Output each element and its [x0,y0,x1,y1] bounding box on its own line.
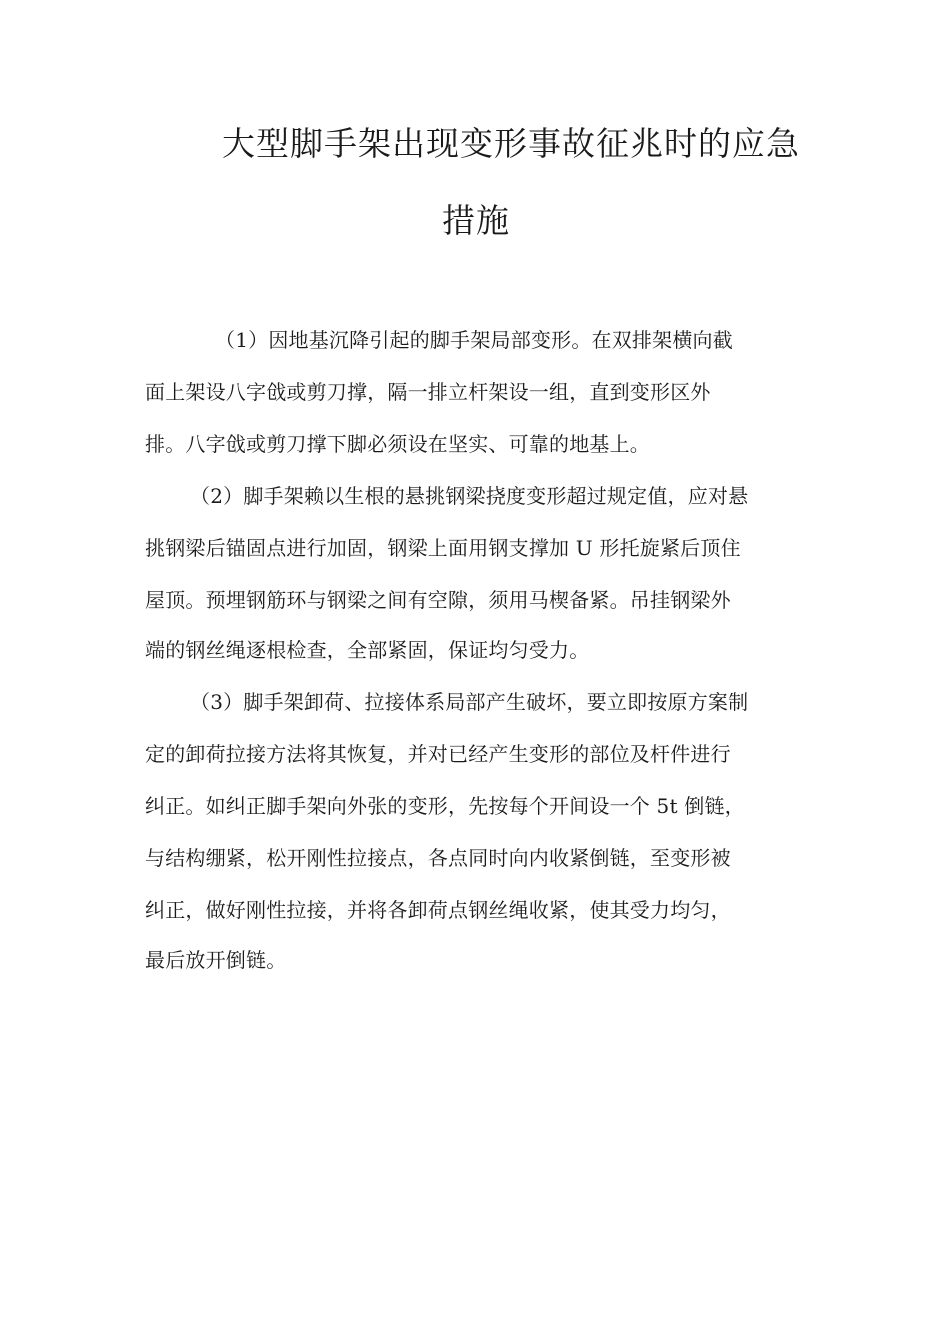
paragraph-3-line-5: 纠正，做好刚性拉接，并将各卸荷点钢丝绳收紧，使其受力均匀， [145,898,731,922]
paragraph-1-line-3: 排。八字戗或剪刀撑下脚必须设在坚实、可靠的地基上。 [145,432,650,456]
paragraph-2-line-2: 挑钢梁后锚固点进行加固，钢梁上面用钢支撑加 U 形托旋紧后顶住 [145,536,741,560]
paragraph-1-line-2: 面上架设八字戗或剪刀撑，隔一排立杆架设一组，直到变形区外 [145,380,711,404]
paragraph-3-line-6: 最后放开倒链。 [145,948,287,972]
paragraph-2-line-3: 屋顶。预埋钢筋环与钢梁之间有空隙，须用马楔备紧。吊挂钢梁外 [145,588,731,612]
document-title-line-1: 大型脚手架出现变形事故征兆时的应急 [222,124,800,163]
paragraph-2-line-4: 端的钢丝绳逐根检查，全部紧固，保证均匀受力。 [145,638,590,662]
paragraph-1-line-1: （1）因地基沉降引起的脚手架局部变形。在双排架横向截 [215,328,733,352]
paragraph-3-line-2: 定的卸荷拉接方法将其恢复，并对已经产生变形的部位及杆件进行 [145,742,731,766]
paragraph-3-line-1: （3）脚手架卸荷、拉接体系局部产生破坏，要立即按原方案制 [190,690,749,714]
document-title-line-2: 措施 [442,201,510,240]
paragraph-3-line-4: 与结构绷紧，松开刚性拉接点，各点同时向内收紧倒链，至变形被 [145,846,731,870]
paragraph-3-line-3: 纠正。如纠正脚手架向外张的变形，先按每个开间设一个 5t 倒链， [145,794,745,818]
paragraph-2-line-1: （2）脚手架赖以生根的悬挑钢梁挠度变形超过规定值，应对悬 [190,484,749,508]
